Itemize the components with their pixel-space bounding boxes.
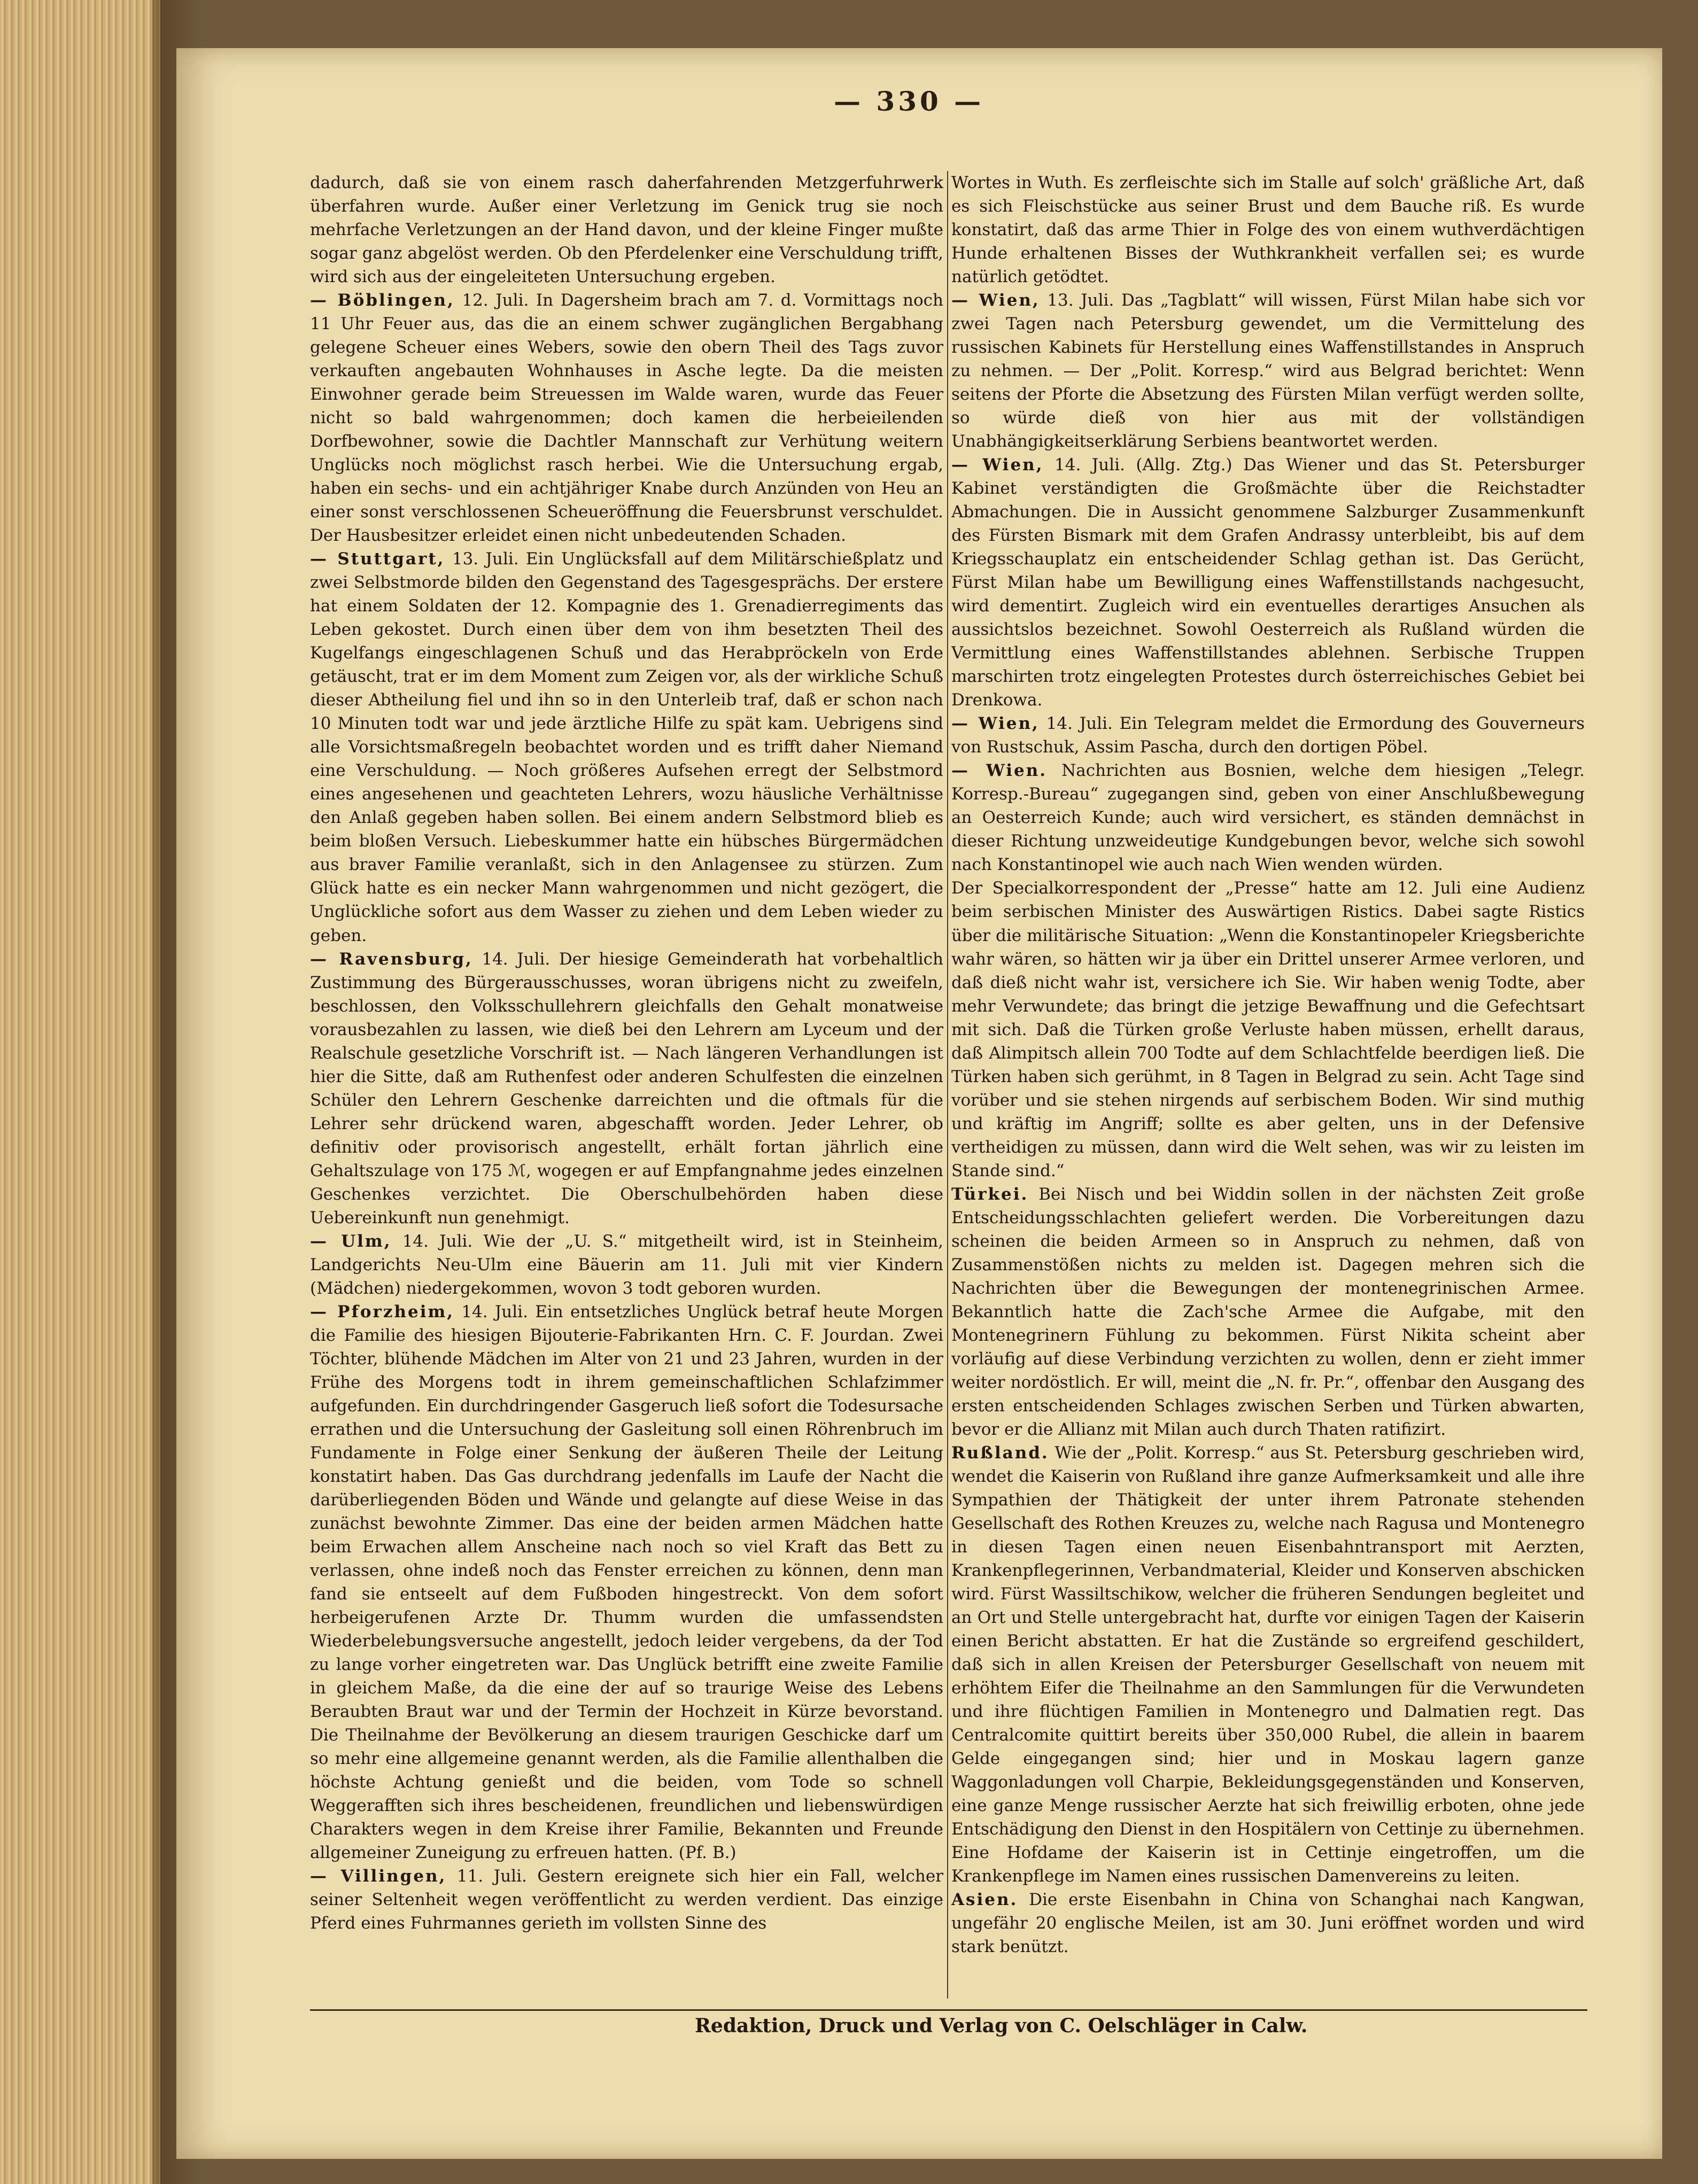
article-text: 14. Juli. (Allg. Ztg.) Das Wiener und das St. Petersburger Kabinet verständigten die Großmächte über die Reichstadter Abmachungen. Die in Aussicht genommene Salzburger Zusammenkunft des Fürsten Bismark mit dem Grafen Andrassy unterbleibt, bis auf dem Kriegsschauplatz ein entscheidender Schlag gethan ist. Das Gerücht, Fürst Milan habe um Bewilligung eines Waffenstillstands nachgesucht, wird dementirt. Zugleich wird ein eventuelles derartiges Ansuchen als aussichtslos bezeichnet. Sowohl Oesterreich als Rußland würden die Vermittlung eines Waffenstillstandes ablehnen. Serbische Truppen marschirten trotz eingelegten Protestes durch österreichisches Gebiet bei Drenkowa.: [951, 455, 1585, 710]
left-column-article: [310, 171, 943, 289]
article-dateline: — Wien,: [951, 455, 1044, 475]
article-text: 11. Juli. Gestern ereignete sich hier ein Fall, welcher seiner Seltenheit wegen veröffentlicht zu werden verdient. Das einzige Pferd eines Fuhrmannes gerieth im vollsten Sinne des: [310, 1867, 943, 1933]
left-column-article: [310, 547, 943, 947]
article-text: Bei Nisch und bei Widdin sollen in der nächsten Zeit große Entscheidungsschlachten geliefert werden. Die Vorbereitungen dazu scheinen die beiden Armeen so in Anspruch zu nehmen, daß von Zusammenstößen nichts zu melden ist. Dagegen mehren sich die Nachrichten über die Bewegungen der montenegrinischen Armee. Bekanntlich hatte die Zach'sche Armee die Aufgabe, mit den Montenegrinern Fühlung zu bekommen. Fürst Nikita scheint aber vorläufig auf diese Verbindung verzichten zu wollen, denn er zieht immer weiter nordöstlich. Er will, meint die „N. fr. Pr.“, offenbar den Ausgang des ersten entscheidenden Schlages zwischen Serben und Türken abwarten, bevor er die Allianz mit Milan auch durch Thaten ratifizirt.: [951, 1184, 1585, 1439]
article-text: Nachrichten aus Bosnien, welche dem hiesigen „Telegr. Korresp.-Bureau“ zugegangen sind, geben von einer Anschlußbewegung an Oesterreich Kunde; auch wird versichert, es ständen demnächst in dieser Richtung unzweideutige Kundgebungen bevor, welche sich sowohl nach Konstantinopel wie auch nach Wien wenden würden.: [951, 761, 1585, 875]
article-dateline: — Villingen,: [310, 1867, 447, 1886]
right-column-article: [951, 453, 1585, 712]
article-dateline: — Wien,: [951, 291, 1040, 310]
right-column: [951, 171, 1585, 2004]
article-dateline: — Ravensburg,: [310, 949, 473, 969]
left-column-article: [310, 947, 943, 1230]
left-column-article: [310, 1230, 943, 1300]
article-text: Die erste Eisenbahn in China von Schanghai nach Kangwan, ungefähr 20 englische Meilen, ist am 30. Juni eröffnet worden und wird stark benützt.: [951, 1890, 1585, 1957]
right-column-article: [951, 171, 1585, 289]
left-column-article: [310, 1300, 943, 1864]
article-dateline: Asien.: [951, 1890, 1018, 1910]
right-column-article: [951, 289, 1585, 453]
article-dateline: — Pforzheim,: [310, 1302, 455, 1322]
article-text: 14. Juli. Wie der „U. S.“ mitgetheilt wird, ist in Steinheim, Landgerichts Neu-Ulm eine Bäuerin am 11. Juli mit vier Kindern (Mädchen) niedergekommen, wovon 3 todt geboren wurden.: [310, 1231, 943, 1298]
right-column-article: [951, 876, 1585, 1182]
article-dateline: — Wien,: [951, 714, 1040, 734]
article-text: dadurch, daß sie von einem rasch daherfahrenden Metzgerfuhrwerk überfahren wurde. Außer einer Verletzung im Genick trug sie noch mehrfache Verletzungen an der Hand davon, und der kleine Finger mußte sogar ganz abgelöst werden. Ob den Pferdelenker eine Verschuldung trifft, wird sich aus der eingeleiteten Untersuchung ergeben.: [310, 173, 943, 287]
page-number: — 330 —: [834, 86, 984, 117]
article-text: 14. Juli. Der hiesige Gemeinderath hat vorbehaltlich Zustimmung des Bürgerausschusses, woran übrigens nicht zu zweifeln, beschlossen, den Volksschullehrern gleichfalls den Gehalt monatweise vorausbezahlen zu lassen, wie dieß bei den Lehrern am Lyceum und der Realschule gesetzliche Vorschrift ist. — Nach längeren Verhandlungen ist hier die Sitte, daß am Ruthenfest oder anderen Schulfesten die einzelnen Schüler den Lehrern Geschenke darreichten und die oftmals für die Lehrer sehr drückend waren, abgeschafft worden. Jeder Lehrer, ob definitiv oder provisorisch angestellt, erhält fortan jährlich eine Gehaltszulage von 175 ℳ, wogegen er auf Empfangnahme jedes einzelnen Geschenkes verzichtet. Die Oberschulbehörden haben diese Uebereinkunft nun genehmigt.: [310, 949, 943, 1227]
article-text: 13. Juli. Das „Tagblatt“ will wissen, Fürst Milan habe sich vor zwei Tagen nach Petersburg gewendet, um die Vermittelung des russischen Kabinets für Herstellung eines Waffenstillstandes in Anspruch zu nehmen. — Der „Polit. Korresp.“ wird aus Belgrad berichtet: Wenn seitens der Pforte die Absetzung des Fürsten Milan verfügt werden sollte, so würde dieß von hier aus mit der vollständigen Unabhängigkeitserklärung Serbiens beantwortet werden.: [951, 291, 1585, 452]
article-dateline: Rußland.: [951, 1443, 1049, 1463]
right-column-article: [951, 1183, 1585, 1441]
article-dateline: — Stuttgart,: [310, 549, 445, 569]
left-column: [310, 171, 943, 2004]
imprint-line: Redaktion, Druck und Verlag von C. Oelschläger in Calw.: [695, 2015, 1308, 2037]
article-text: 14. Juli. Ein Telegram meldet die Ermordung des Gouverneurs von Rustschuk, Assim Pascha, durch den dortigen Pöbel.: [951, 714, 1585, 757]
article-text: Wie der „Polit. Korresp.“ aus St. Petersburg geschrieben wird, wendet die Kaiserin von Rußland ihre ganze Aufmerksamkeit und alle ihre Sympathien der Thätigkeit der unter ihrem Patronate stehenden Gesellschaft des Rothen Kreuzes zu, welche nach Ragusa und Montenegro in diesen Tagen einen neuen Eisenbahntransport mit Aerzten, Krankenpflegerinnen, Verbandmaterial, Kleider und Konserven abschicken wird. Fürst Wassiltschikow, welcher die früheren Sendungen begleitet und an Ort und Stelle untergebracht hat, durfte vor einigen Tagen der Kaiserin einen Bericht abstatten. Er hat die Zustände so ergreifend geschildert, daß sich in allen Kreisen der Petersburger Gesellschaft von neuem mit erhöhtem Eifer die Theilnahme an den Sammlungen für die Verwundeten und ihre flüchtigen Familien in Montenegro und Dalmatien regt. Das Centralcomite quittirt bereits über 350,000 Rubel, die allein in baarem Gelde eingegangen sind; hier und in Moskau lagern ganze Waggonladungen voll Charpie, Bekleidungsgegenständen und Konserven, eine ganze Menge russischer Aerzte hat sich freiwillig erboten, ohne jede Entschädigung den Dienst in den Hospitälern von Cettinje zu übernehmen. Eine Hofdame der Kaiserin ist in Cettinje eingetroffen, um die Krankenpflege im Namen eines russischen Damenvereins zu leiten.: [951, 1443, 1585, 1886]
left-column-article: [310, 289, 943, 547]
article-dateline: — Böblingen,: [310, 291, 455, 310]
article-dateline: — Ulm,: [310, 1231, 392, 1251]
article-text: Wortes in Wuth. Es zerfleischte sich im Stalle auf solch' gräßliche Art, daß es sich Fleischstücke aus seiner Brust und dem Bauche riß. Es wurde konstatirt, daß das arme Thier in Folge des von einem wuthverdächtigen Hunde erhaltenen Bisses der Wuthkrankheit verfallen sei; es wurde natürlich getödtet.: [951, 173, 1585, 287]
column-divider: [947, 171, 948, 1999]
article-text: 12. Juli. In Dagersheim brach am 7. d. Vormittags noch 11 Uhr Feuer aus, das die an einem schwer zugänglichen Bergabhang gelegene Scheuer eines Webers, sowie den obern Theil des Tags zuvor verkauften angebauten Wohnhauses in Asche legte. Da die meisten Einwohner gerade beim Streuessen im Walde waren, wurde das Feuer nicht so bald wahrgenommen; doch kamen die herbeieilenden Dorfbewohner, sowie die Dachtler Mannschaft zur Verhütung weitern Unglücks noch möglichst rasch herbei. Wie die Untersuchung ergab, haben ein sechs- und ein achtjähriger Knabe durch Anzünden von Heu an einer sonst verschlossenen Scheueröffnung die Feuersbrunst verschuldet. Der Hausbesitzer erleidet einen nicht unbedeutenden Schaden.: [310, 291, 943, 546]
right-column-article: [951, 1441, 1585, 1888]
left-column-article: [310, 1864, 943, 1935]
footer-rule: [310, 2009, 1587, 2011]
article-dateline: — Wien.: [951, 761, 1048, 781]
article-text: Der Specialkorrespondent der „Presse“ hatte am 12. Juli eine Audienz beim serbischen Minister des Auswärtigen Ristics. Dabei sagte Ristics über die militärische Situation: „Wenn die Konstantinopeler Kriegsberichte wahr wären, so hätten wir ja über ein Drittel unserer Armee verloren, und daß dieß nicht wahr ist, versichere ich Sie. Wir haben wenig Todte, aber mehr Verwundete; das bringt die jetzige Bewaffnung und die Gefechtsart mit sich. Daß die Türken große Verluste haben müssen, erhellt daraus, daß Alimpitsch allein 700 Todte auf dem Schlachtfelde beerdigen ließ. Die Türken haben sich gerühmt, in 8 Tagen in Belgrad zu sein. Acht Tage sind vorüber und sie stehen nirgends auf serbischem Boden. Wir sind muthig und kräftig im Angriff; sollte es aber gelten, uns in der Defensive vertheidigen zu müssen, dann wird die Welt sehen, was wir zu leisten im Stande sind.“: [951, 879, 1585, 1180]
right-column-article: [951, 712, 1585, 759]
book-page-edges: [0, 0, 160, 2184]
article-dateline: Türkei.: [951, 1184, 1029, 1204]
right-column-article: [951, 759, 1585, 876]
article-text: 13. Juli. Ein Unglücksfall auf dem Militärschießplatz und zwei Selbstmorde bilden den Gegenstand des Tagesgesprächs. Der erstere hat einem Soldaten der 12. Kompagnie des 1. Grenadierregiments das Leben gekostet. Durch einen über dem von ihm besetzten Theil des Kugelfangs eingeschlagenen Schuß und das Herabpröckeln von Erde getäuscht, trat er im dem Moment zum Zeigen vor, als der wirkliche Schuß dieser Abtheilung fiel und ihn so in den Unterleib traf, daß er schon nach 10 Minuten todt war und jede ärztliche Hilfe zu spät kam. Uebrigens sind alle Vorsichtsmaßregeln beobachtet worden und es trifft daher Niemand eine Verschuldung. — Noch größeres Aufsehen erregt der Selbstmord eines angesehenen und geachteten Lehrers, wozu häusliche Verhältnisse den Anlaß gegeben haben sollen. Bei einem andern Selbstmord blieb es beim bloßen Versuch. Liebeskummer hatte ein hübsches Bürgermädchen aus braver Familie veranlaßt, sich in den Anlagensee zu stürzen. Zum Glück hatte es ein necker Mann wahrgenommen und nicht gezögert, die Unglückliche sofort aus dem Wasser zu ziehen und dem Leben wieder zu geben.: [310, 549, 943, 945]
right-column-article: [951, 1888, 1585, 1958]
article-text: 14. Juli. Ein entsetzliches Unglück betraf heute Morgen die Familie des hiesigen Bijouterie-Fabrikanten Hrn. C. F. Jourdan. Zwei Töchter, blühende Mädchen im Alter von 21 und 23 Jahren, wurden in der Frühe des Morgens todt in ihrem gemeinschaftlichen Schlafzimmer aufgefunden. Ein durchdringender Gasgeruch ließ sofort die Todesursache errathen und die Untersuchung der Gasleitung soll einen Röhrenbruch im Fundamente in Folge einer Senkung der äußeren Theile der Leitung konstatirt haben. Das Gas durchdrang jedenfalls im Laufe der Nacht die darüberliegenden Böden und Wände und gelangte auf diese Weise in das zunächst bewohnte Zimmer. Das eine der beiden armen Mädchen hatte beim Erwachen allem Anscheine nach noch so viel Kraft das Bett zu verlassen, ohne indeß noch das Fenster erreichen zu können, denn man fand sie entseelt auf dem Fußboden hingestreckt. Von dem sofort herbeigerufenen Arzte Dr. Thumm wurden die umfassendsten Wiederbelebungsversuche angestellt, jedoch leider vergebens, da der Tod zu lange vorher eingetreten war. Das Unglück betrifft eine zweite Familie in gleichem Maße, da die eine der auf so traurige Weise des Lebens Beraubten Braut war und der Termin der Hochzeit in Kürze bevorstand. Die Theilnahme der Bevölkerung an diesem traurigen Geschicke darf um so mehr eine allgemeine genannt werden, als die Familie allenthalben die höchste Achtung genießt und die beiden, vom Tode so schnell Weggerafften sich ihres bescheidenen, freundlichen und liebenswürdigen Charakters wegen in dem Kreise ihrer Familie, Bekannten und Freunde allgemeiner Zuneigung zu erfreuen hatten. (Pf. B.): [310, 1302, 943, 1863]
